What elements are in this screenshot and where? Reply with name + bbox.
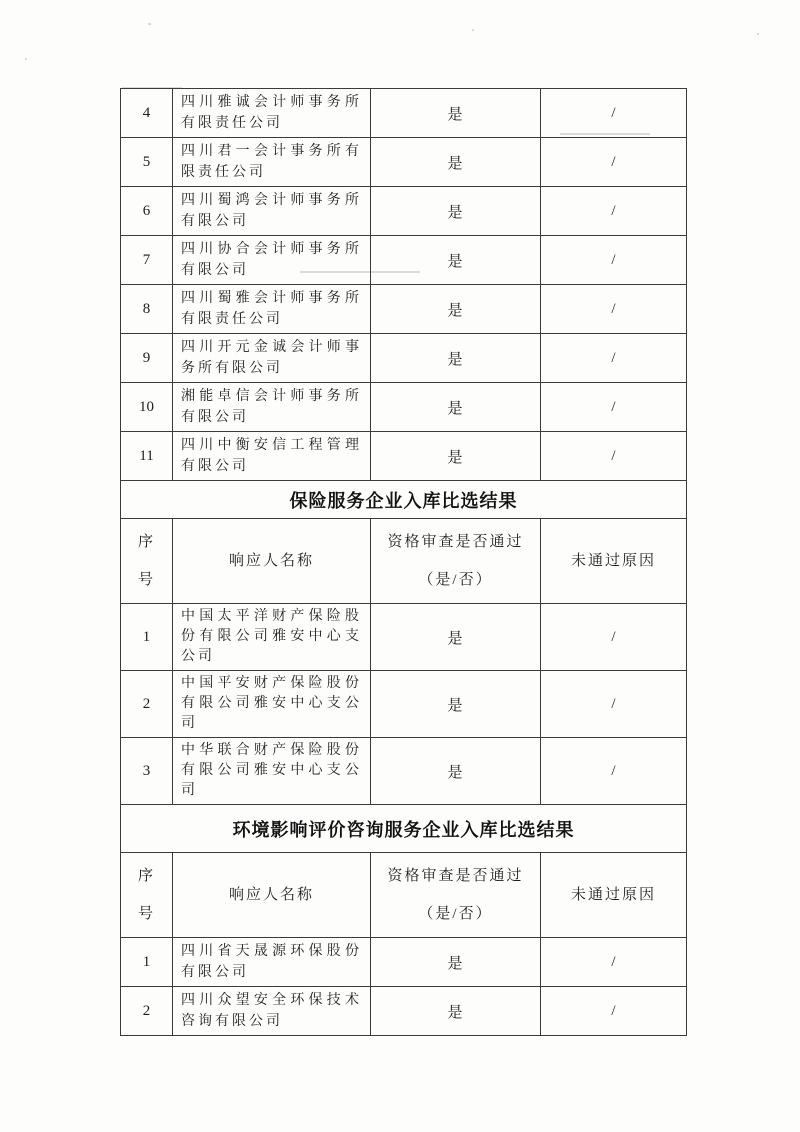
row-serial-number: 10 <box>121 383 173 432</box>
table-row <box>121 89 687 138</box>
row-serial-number: 11 <box>121 432 173 481</box>
qualification-pass-value: 是 <box>371 285 541 334</box>
table-row <box>121 938 687 987</box>
column-header-pass: 资格审查是否通过 （是/否） <box>371 519 541 604</box>
column-header-reason: 未通过原因 <box>541 853 687 938</box>
table-row <box>121 738 687 805</box>
table-row <box>121 432 687 481</box>
insurance-section <box>121 481 687 604</box>
table-row <box>121 285 687 334</box>
row-serial-number: 2 <box>121 987 173 1036</box>
fail-reason-value: / <box>541 285 687 334</box>
column-header-reason: 未通过原因 <box>541 519 687 604</box>
table-row <box>121 604 687 671</box>
section-title-environment: 环境影响评价咨询服务企业入库比选结果 <box>121 805 687 853</box>
respondent-company-name: 中华联合财产保险股份有限公司雅安中心支公司 <box>173 738 371 805</box>
table-row <box>121 236 687 285</box>
qualification-pass-value: 是 <box>371 432 541 481</box>
respondent-company-name: 四川蜀鸿会计师事务所有限公司 <box>173 187 371 236</box>
table-row <box>121 334 687 383</box>
scan-speck <box>472 29 474 31</box>
scan-speck <box>148 23 151 25</box>
qualification-pass-value: 是 <box>371 383 541 432</box>
fail-reason-value: / <box>541 938 687 987</box>
column-header-name: 响应人名称 <box>173 519 371 604</box>
qualification-pass-value: 是 <box>371 938 541 987</box>
row-serial-number: 1 <box>121 604 173 671</box>
environment-rows <box>121 938 687 1036</box>
environment-header-row <box>121 853 687 938</box>
row-serial-number: 7 <box>121 236 173 285</box>
respondent-company-name: 四川中衡安信工程管理有限公司 <box>173 432 371 481</box>
respondent-company-name: 四川省天晟源环保股份有限公司 <box>173 938 371 987</box>
section-row <box>121 805 687 853</box>
row-serial-number: 4 <box>121 89 173 138</box>
qualification-pass-value: 是 <box>371 187 541 236</box>
respondent-company-name: 四川蜀雅会计师事务所有限责任公司 <box>173 285 371 334</box>
results-table <box>120 88 687 1036</box>
column-header-pass: 资格审查是否通过 （是/否） <box>371 853 541 938</box>
row-serial-number: 9 <box>121 334 173 383</box>
qualification-pass-value: 是 <box>371 987 541 1036</box>
qualification-pass-value: 是 <box>371 334 541 383</box>
table-row <box>121 187 687 236</box>
respondent-company-name: 四川协合会计师事务所有限公司 <box>173 236 371 285</box>
table-row <box>121 138 687 187</box>
section-row <box>121 481 687 519</box>
scan-speck <box>25 58 27 60</box>
respondent-company-name: 中国太平洋财产保险股份有限公司雅安中心支公司 <box>173 604 371 671</box>
insurance-rows <box>121 604 687 805</box>
row-serial-number: 1 <box>121 938 173 987</box>
insurance-header-row <box>121 519 687 604</box>
respondent-company-name: 湘能卓信会计师事务所有限公司 <box>173 383 371 432</box>
column-header-serial: 序 号 <box>121 853 173 938</box>
respondent-company-name: 四川众望安全环保技术咨询有限公司 <box>173 987 371 1036</box>
fail-reason-value: / <box>541 138 687 187</box>
qualification-pass-value: 是 <box>371 738 541 805</box>
column-header-serial: 序 号 <box>121 519 173 604</box>
qualification-pass-value: 是 <box>371 604 541 671</box>
fail-reason-value: / <box>541 432 687 481</box>
respondent-company-name: 四川君一会计事务所有限责任公司 <box>173 138 371 187</box>
scan-speck <box>757 33 759 35</box>
fail-reason-value: / <box>541 89 687 138</box>
row-serial-number: 5 <box>121 138 173 187</box>
qualification-pass-value: 是 <box>371 138 541 187</box>
environment-section <box>121 805 687 938</box>
row-serial-number: 2 <box>121 671 173 738</box>
fail-reason-value: / <box>541 671 687 738</box>
table-row <box>121 383 687 432</box>
fail-reason-value: / <box>541 987 687 1036</box>
fail-reason-value: / <box>541 187 687 236</box>
fail-reason-value: / <box>541 738 687 805</box>
fail-reason-value: / <box>541 383 687 432</box>
row-serial-number: 3 <box>121 738 173 805</box>
row-serial-number: 8 <box>121 285 173 334</box>
qualification-pass-value: 是 <box>371 236 541 285</box>
fail-reason-value: / <box>541 334 687 383</box>
table-row <box>121 987 687 1036</box>
qualification-pass-value: 是 <box>371 671 541 738</box>
qualification-pass-value: 是 <box>371 89 541 138</box>
column-header-name: 响应人名称 <box>173 853 371 938</box>
table-row <box>121 671 687 738</box>
fail-reason-value: / <box>541 236 687 285</box>
accounting-rows <box>121 89 687 481</box>
respondent-company-name: 四川开元金诚会计师事务所有限公司 <box>173 334 371 383</box>
row-serial-number: 6 <box>121 187 173 236</box>
section-title-insurance: 保险服务企业入库比选结果 <box>121 481 687 519</box>
fail-reason-value: / <box>541 604 687 671</box>
respondent-company-name: 四川雅诚会计师事务所有限责任公司 <box>173 89 371 138</box>
respondent-company-name: 中国平安财产保险股份有限公司雅安中心支公司 <box>173 671 371 738</box>
